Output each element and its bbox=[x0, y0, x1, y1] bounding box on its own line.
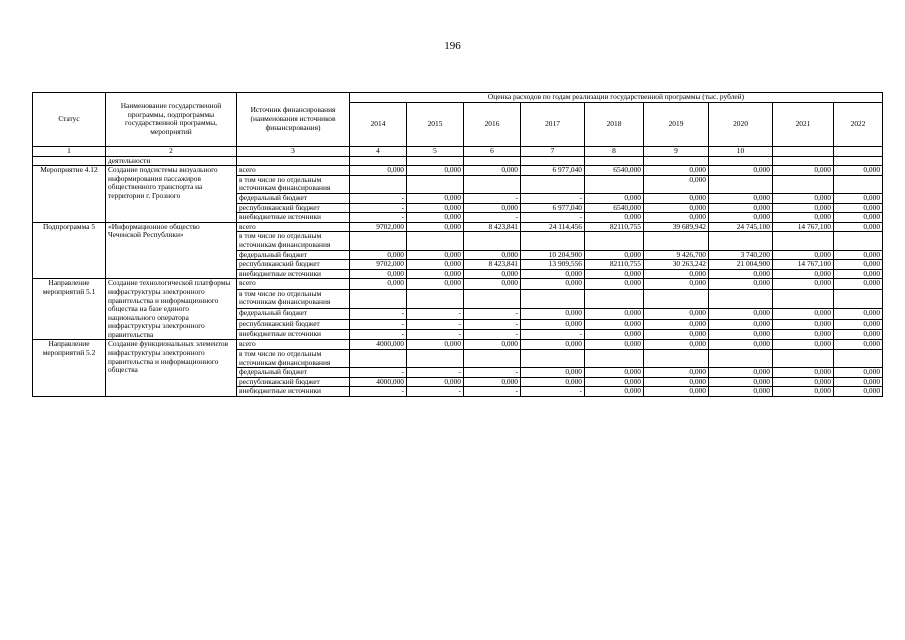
funding-source: всего bbox=[237, 166, 350, 176]
amount-cell: 0,000 bbox=[407, 340, 464, 350]
amount-cell: 0,000 bbox=[709, 377, 773, 387]
amount-cell: 0,000 bbox=[644, 279, 709, 289]
amount-cell bbox=[464, 232, 521, 250]
header-costs: Оценка расходов по годам реализации государственной программы (тыс. рублей) bbox=[350, 93, 883, 103]
amount-cell: 0,000 bbox=[773, 279, 834, 289]
header-source: Источник финансирования (наименования источников финансирования) bbox=[237, 93, 350, 147]
funding-source: республиканский бюджет bbox=[237, 260, 350, 270]
amount-cell: 0,000 bbox=[464, 269, 521, 279]
amount-cell: 0,000 bbox=[585, 387, 644, 397]
amount-cell: 0,000 bbox=[834, 368, 883, 378]
amount-cell: 0,000 bbox=[773, 166, 834, 176]
column-number: 1 bbox=[33, 146, 106, 156]
section-status: Мероприятие 4.12 bbox=[33, 166, 106, 223]
amount-cell bbox=[709, 232, 773, 250]
amount-cell: - bbox=[407, 309, 464, 319]
amount-cell: 0,000 bbox=[464, 250, 521, 260]
amount-cell: 24 114,456 bbox=[521, 222, 585, 232]
amount-cell: 0,000 bbox=[521, 309, 585, 319]
amount-cell: 0,000 bbox=[521, 340, 585, 350]
funding-source: всего bbox=[237, 279, 350, 289]
amount-cell: 30 263,242 bbox=[644, 260, 709, 270]
column-number: 2 bbox=[106, 146, 237, 156]
continuation-name: деятельности bbox=[106, 156, 237, 166]
amount-cell: 0,000 bbox=[834, 250, 883, 260]
amount-cell bbox=[773, 232, 834, 250]
amount-cell: 9702,000 bbox=[350, 260, 407, 270]
amount-cell bbox=[644, 232, 709, 250]
amount-cell: 0,000 bbox=[709, 213, 773, 223]
amount-cell: 0,000 bbox=[407, 377, 464, 387]
column-number: 3 bbox=[237, 146, 350, 156]
section-name: «Информационное общество Чеченской Республики» bbox=[106, 222, 237, 279]
column-number: 6 bbox=[464, 146, 521, 156]
amount-cell: 0,000 bbox=[521, 368, 585, 378]
amount-cell: 0,000 bbox=[464, 203, 521, 213]
amount-cell bbox=[834, 175, 883, 193]
amount-cell: 0,000 bbox=[834, 269, 883, 279]
amount-cell: 0,000 bbox=[644, 175, 709, 193]
header-year: 2020 bbox=[709, 102, 773, 146]
funding-source: внебюджетные источники bbox=[237, 213, 350, 223]
header-year: 2019 bbox=[644, 102, 709, 146]
amount-cell: 82110,755 bbox=[585, 222, 644, 232]
amount-cell: 0,000 bbox=[521, 319, 585, 329]
amount-cell bbox=[521, 289, 585, 309]
amount-cell: 0,000 bbox=[407, 250, 464, 260]
amount-cell: - bbox=[521, 193, 585, 203]
amount-cell bbox=[644, 350, 709, 368]
amount-cell: - bbox=[350, 387, 407, 397]
amount-cell: 0,000 bbox=[585, 279, 644, 289]
table-row bbox=[33, 222, 883, 232]
amount-cell: 0,000 bbox=[350, 166, 407, 176]
amount-cell bbox=[709, 350, 773, 368]
amount-cell: 0,000 bbox=[407, 213, 464, 223]
amount-cell bbox=[521, 175, 585, 193]
section-name: Создание подсистемы визуального информирования пассажиров общественного транспорта на территории г. Грозного bbox=[106, 166, 237, 223]
header-status: Статус bbox=[33, 93, 106, 147]
amount-cell: 0,000 bbox=[834, 260, 883, 270]
amount-cell: 0,000 bbox=[644, 330, 709, 340]
column-number: 4 bbox=[350, 146, 407, 156]
section-name: Создание технологической платформы инфраструктуры электронного правительства и информационного общества на базе единого национального оператора инфраструктуры электронного правительства bbox=[106, 279, 237, 340]
amount-cell bbox=[407, 232, 464, 250]
amount-cell: 0,000 bbox=[773, 377, 834, 387]
amount-cell: - bbox=[350, 309, 407, 319]
amount-cell: - bbox=[464, 330, 521, 340]
amount-cell: 0,000 bbox=[407, 203, 464, 213]
amount-cell: 0,000 bbox=[834, 330, 883, 340]
amount-cell bbox=[407, 175, 464, 193]
amount-cell bbox=[407, 350, 464, 368]
amount-cell: 0,000 bbox=[773, 203, 834, 213]
amount-cell bbox=[585, 232, 644, 250]
amount-cell: 0,000 bbox=[585, 319, 644, 329]
amount-cell bbox=[834, 350, 883, 368]
funding-source: федеральный бюджет bbox=[237, 250, 350, 260]
section-status: Подпрограмма 5 bbox=[33, 222, 106, 279]
amount-cell: 24 745,100 bbox=[709, 222, 773, 232]
funding-source: в том числе по отдельным источникам финансирования bbox=[237, 350, 350, 368]
amount-cell: - bbox=[464, 309, 521, 319]
amount-cell: - bbox=[350, 213, 407, 223]
amount-cell: 6540,000 bbox=[585, 166, 644, 176]
section-status: Направление мероприятий 5.2 bbox=[33, 340, 106, 397]
funding-source: республиканский бюджет bbox=[237, 203, 350, 213]
amount-cell: 0,000 bbox=[407, 279, 464, 289]
column-number: 9 bbox=[644, 146, 709, 156]
amount-cell: 0,000 bbox=[464, 166, 521, 176]
amount-cell: 0,000 bbox=[709, 368, 773, 378]
amount-cell: - bbox=[521, 330, 585, 340]
amount-cell: 8 423,841 bbox=[464, 260, 521, 270]
amount-cell: - bbox=[350, 319, 407, 329]
amount-cell bbox=[773, 350, 834, 368]
amount-cell bbox=[464, 175, 521, 193]
continuation-row bbox=[33, 156, 883, 166]
amount-cell: 0,000 bbox=[407, 269, 464, 279]
amount-cell: 0,000 bbox=[644, 166, 709, 176]
amount-cell: 14 767,100 bbox=[773, 260, 834, 270]
funding-source: федеральный бюджет bbox=[237, 193, 350, 203]
header-year: 2014 bbox=[350, 102, 407, 146]
amount-cell: - bbox=[464, 213, 521, 223]
amount-cell: 6540,000 bbox=[585, 203, 644, 213]
amount-cell: 0,000 bbox=[773, 250, 834, 260]
section-name: Создание функциональных элементов инфраструктуры электронного правительства и информационного общества bbox=[106, 340, 237, 397]
column-number bbox=[834, 146, 883, 156]
funding-source: всего bbox=[237, 340, 350, 350]
amount-cell: 0,000 bbox=[644, 193, 709, 203]
amount-cell: - bbox=[350, 193, 407, 203]
amount-cell: 0,000 bbox=[773, 269, 834, 279]
amount-cell: 0,000 bbox=[773, 193, 834, 203]
header-year: 2022 bbox=[834, 102, 883, 146]
amount-cell: 0,000 bbox=[585, 213, 644, 223]
amount-cell: 4000,000 bbox=[350, 340, 407, 350]
amount-cell: 0,000 bbox=[773, 368, 834, 378]
amount-cell: 0,000 bbox=[834, 166, 883, 176]
header-name: Наименование государственной программы, подпрограммы государственной программы, мероприятий bbox=[106, 93, 237, 147]
amount-cell bbox=[407, 289, 464, 309]
amount-cell: 0,000 bbox=[709, 193, 773, 203]
amount-cell: 0,000 bbox=[585, 309, 644, 319]
amount-cell: - bbox=[407, 368, 464, 378]
funding-source: республиканский бюджет bbox=[237, 377, 350, 387]
amount-cell: 39 689,942 bbox=[644, 222, 709, 232]
amount-cell: 0,000 bbox=[644, 309, 709, 319]
amount-cell: 0,000 bbox=[585, 250, 644, 260]
amount-cell: 13 909,556 bbox=[521, 260, 585, 270]
amount-cell: 0,000 bbox=[585, 368, 644, 378]
table-row bbox=[33, 166, 883, 176]
amount-cell: 6 977,040 bbox=[521, 203, 585, 213]
amount-cell: 0,000 bbox=[709, 269, 773, 279]
amount-cell: 4000,000 bbox=[350, 377, 407, 387]
amount-cell: 0,000 bbox=[644, 319, 709, 329]
amount-cell: 6 977,040 bbox=[521, 166, 585, 176]
amount-cell: 0,000 bbox=[644, 213, 709, 223]
amount-cell: 0,000 bbox=[407, 193, 464, 203]
header-year: 2015 bbox=[407, 102, 464, 146]
amount-cell: 0,000 bbox=[644, 377, 709, 387]
amount-cell: 0,000 bbox=[773, 309, 834, 319]
header-year: 2017 bbox=[521, 102, 585, 146]
amount-cell: - bbox=[407, 387, 464, 397]
amount-cell: 0,000 bbox=[644, 387, 709, 397]
amount-cell: 0,000 bbox=[350, 279, 407, 289]
amount-cell: - bbox=[407, 319, 464, 329]
amount-cell: 0,000 bbox=[834, 193, 883, 203]
amount-cell: 0,000 bbox=[709, 319, 773, 329]
table-row bbox=[33, 340, 883, 350]
amount-cell: 0,000 bbox=[834, 340, 883, 350]
funding-source: в том числе по отдельным источникам финансирования bbox=[237, 232, 350, 250]
amount-cell: 0,000 bbox=[709, 279, 773, 289]
amount-cell bbox=[773, 289, 834, 309]
funding-source: в том числе по отдельным источникам финансирования bbox=[237, 289, 350, 309]
amount-cell bbox=[585, 350, 644, 368]
funding-source: всего bbox=[237, 222, 350, 232]
amount-cell: 0,000 bbox=[834, 309, 883, 319]
amount-cell: 0,000 bbox=[585, 377, 644, 387]
amount-cell bbox=[350, 350, 407, 368]
table-row bbox=[33, 279, 883, 289]
amount-cell bbox=[709, 289, 773, 309]
amount-cell: 0,000 bbox=[521, 279, 585, 289]
amount-cell bbox=[644, 289, 709, 309]
header-year: 2016 bbox=[464, 102, 521, 146]
amount-cell: 0,000 bbox=[709, 330, 773, 340]
funding-source: в том числе по отдельным источникам финансирования bbox=[237, 175, 350, 193]
amount-cell: 82110,755 bbox=[585, 260, 644, 270]
amount-cell: 0,000 bbox=[644, 368, 709, 378]
amount-cell: 0,000 bbox=[709, 309, 773, 319]
amount-cell bbox=[834, 232, 883, 250]
amount-cell: 0,000 bbox=[773, 319, 834, 329]
amount-cell: 8 423,841 bbox=[464, 222, 521, 232]
section-status: Направление мероприятий 5.1 bbox=[33, 279, 106, 340]
column-number: 5 bbox=[407, 146, 464, 156]
amount-cell: 9 426,700 bbox=[644, 250, 709, 260]
amount-cell: - bbox=[464, 193, 521, 203]
amount-cell: 0,000 bbox=[407, 222, 464, 232]
funding-source: федеральный бюджет bbox=[237, 368, 350, 378]
amount-cell: 0,000 bbox=[709, 340, 773, 350]
amount-cell: 0,000 bbox=[773, 387, 834, 397]
amount-cell: 0,000 bbox=[644, 269, 709, 279]
page-number: 196 bbox=[444, 40, 461, 52]
amount-cell bbox=[350, 175, 407, 193]
amount-cell: 3 740,200 bbox=[709, 250, 773, 260]
amount-cell: 0,000 bbox=[773, 213, 834, 223]
amount-cell: 0,000 bbox=[464, 340, 521, 350]
amount-cell: - bbox=[521, 387, 585, 397]
amount-cell: 0,000 bbox=[585, 193, 644, 203]
funding-source: внебюджетные источники bbox=[237, 387, 350, 397]
budget-table bbox=[32, 92, 883, 397]
column-number bbox=[773, 146, 834, 156]
table-body bbox=[33, 156, 883, 396]
amount-cell: - bbox=[521, 213, 585, 223]
header-year: 2018 bbox=[585, 102, 644, 146]
funding-source: федеральный бюджет bbox=[237, 309, 350, 319]
amount-cell bbox=[464, 350, 521, 368]
amount-cell: 0,000 bbox=[585, 330, 644, 340]
amount-cell: 0,000 bbox=[709, 166, 773, 176]
amount-cell: 0,000 bbox=[834, 387, 883, 397]
header-year: 2021 bbox=[773, 102, 834, 146]
amount-cell: 9702,000 bbox=[350, 222, 407, 232]
amount-cell: - bbox=[464, 319, 521, 329]
amount-cell bbox=[464, 289, 521, 309]
amount-cell bbox=[709, 175, 773, 193]
amount-cell bbox=[585, 175, 644, 193]
amount-cell: 0,000 bbox=[521, 269, 585, 279]
amount-cell: 0,000 bbox=[407, 166, 464, 176]
amount-cell: 10 204,900 bbox=[521, 250, 585, 260]
amount-cell: 0,000 bbox=[834, 213, 883, 223]
amount-cell: 0,000 bbox=[834, 203, 883, 213]
amount-cell bbox=[773, 175, 834, 193]
amount-cell: 0,000 bbox=[521, 377, 585, 387]
amount-cell bbox=[585, 289, 644, 309]
amount-cell: 0,000 bbox=[407, 260, 464, 270]
amount-cell: - bbox=[350, 368, 407, 378]
amount-cell: 0,000 bbox=[464, 377, 521, 387]
amount-cell: 0,000 bbox=[585, 340, 644, 350]
amount-cell: 0,000 bbox=[709, 203, 773, 213]
amount-cell: 0,000 bbox=[709, 387, 773, 397]
amount-cell: - bbox=[464, 387, 521, 397]
amount-cell: 0,000 bbox=[773, 330, 834, 340]
amount-cell: 0,000 bbox=[464, 279, 521, 289]
amount-cell: 0,000 bbox=[644, 340, 709, 350]
amount-cell: 0,000 bbox=[834, 319, 883, 329]
amount-cell: 0,000 bbox=[834, 377, 883, 387]
amount-cell: 0,000 bbox=[350, 250, 407, 260]
column-number: 7 bbox=[521, 146, 585, 156]
amount-cell bbox=[350, 289, 407, 309]
amount-cell: 14 767,100 bbox=[773, 222, 834, 232]
header-row-top bbox=[33, 93, 883, 103]
amount-cell bbox=[521, 232, 585, 250]
amount-cell: - bbox=[350, 203, 407, 213]
amount-cell bbox=[834, 289, 883, 309]
amount-cell: - bbox=[464, 368, 521, 378]
column-number: 8 bbox=[585, 146, 644, 156]
funding-source: внебюджетные источники bbox=[237, 269, 350, 279]
funding-source: республиканский бюджет bbox=[237, 319, 350, 329]
amount-cell: 21 004,900 bbox=[709, 260, 773, 270]
amount-cell: 0,000 bbox=[350, 269, 407, 279]
amount-cell bbox=[521, 350, 585, 368]
amount-cell bbox=[350, 232, 407, 250]
amount-cell: 0,000 bbox=[773, 340, 834, 350]
amount-cell: - bbox=[407, 330, 464, 340]
amount-cell: 0,000 bbox=[644, 203, 709, 213]
amount-cell: 0,000 bbox=[834, 222, 883, 232]
column-numbers-row bbox=[33, 146, 883, 156]
amount-cell: - bbox=[350, 330, 407, 340]
amount-cell: 0,000 bbox=[834, 279, 883, 289]
amount-cell: 0,000 bbox=[585, 269, 644, 279]
funding-source: внебюджетные источники bbox=[237, 330, 350, 340]
column-number: 10 bbox=[709, 146, 773, 156]
